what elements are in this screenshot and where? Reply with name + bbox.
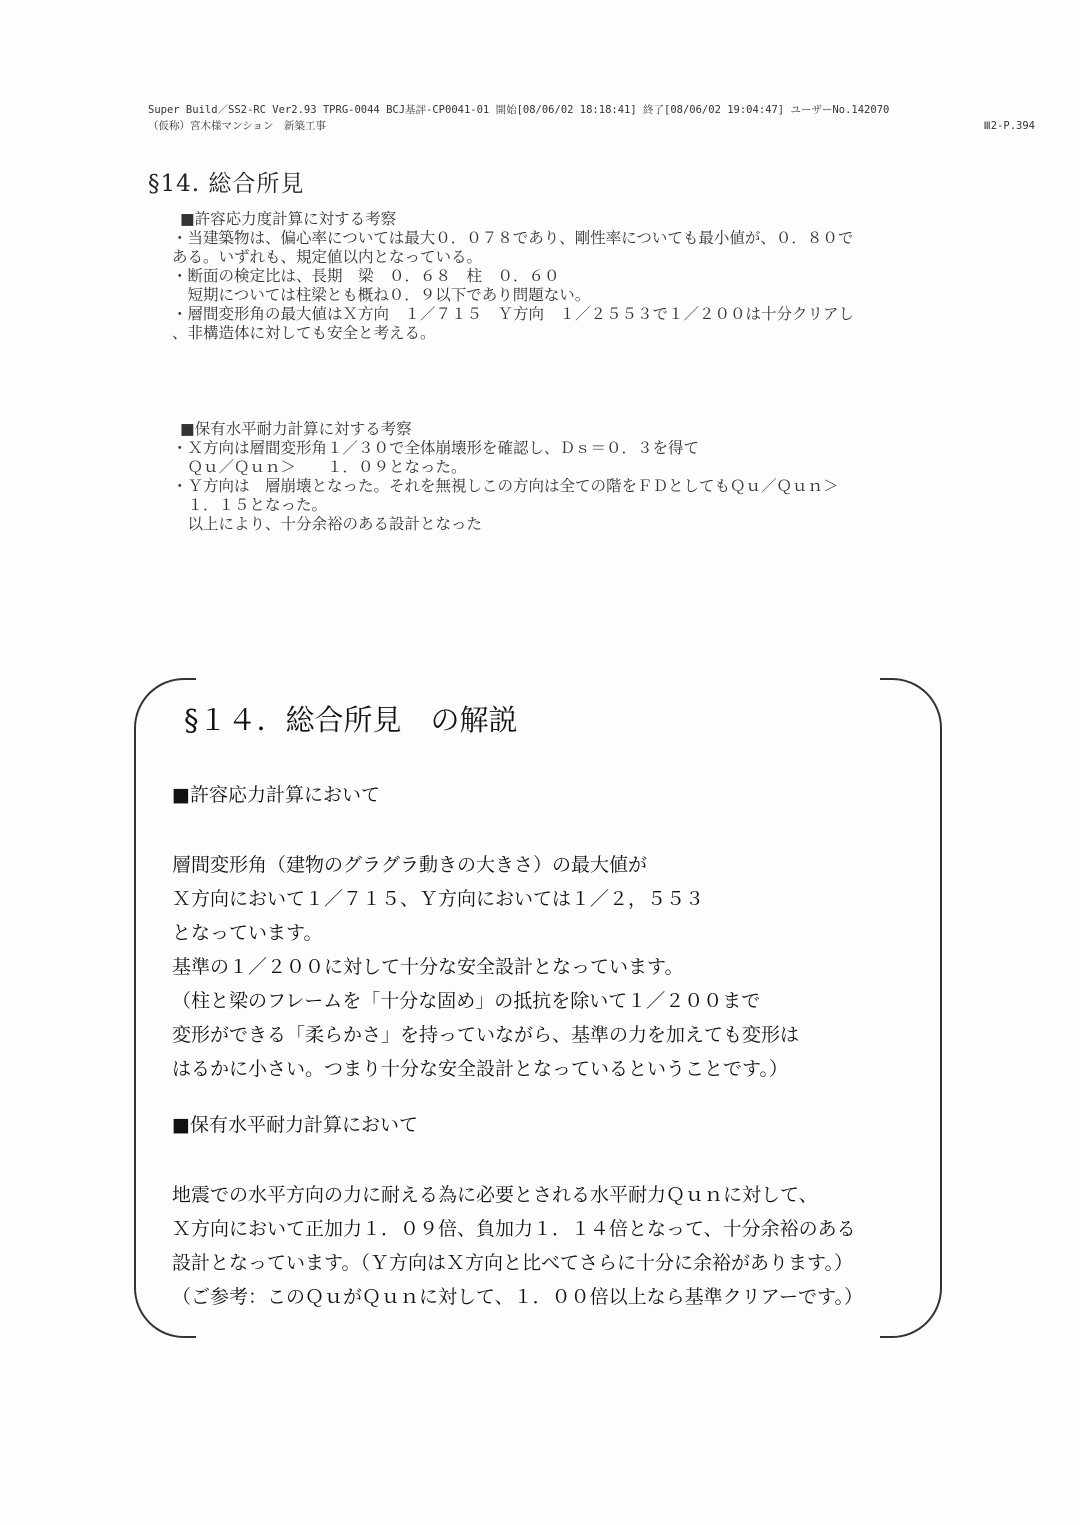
allowable-stress-section [172, 210, 1042, 343]
box-border-left [134, 738, 136, 1278]
allowable-stress-line: ・断面の検定比は、長期 梁 ０．６８ 柱 ０．６０ [172, 267, 560, 285]
horizontal-capacity-line: 以上により、十分余裕のある設計となった [172, 515, 483, 533]
commentary-line: 層間変形角（建物のグラグラ動きの大きさ）の最大値が [172, 854, 648, 876]
allowable-stress-line: 短期については柱梁とも概ね０．９以下であり問題ない。 [172, 286, 591, 304]
commentary-line: となっています。 [172, 922, 323, 944]
commentary-line: Ｘ方向において１／７１５、Ｙ方向においては１／２，５５３ [172, 888, 705, 910]
commentary-heading-text: ■保有水平耐力計算において [172, 1114, 418, 1136]
allowable-stress-line: ある。いずれも、規定値以内となっている。 [172, 248, 483, 266]
horizontal-capacity-line: ・Ｘ方向は層間変形角１／３０で全体崩壊形を確認し、Ｄｓ＝０．３を得て [172, 439, 700, 457]
section-title: §14. 総合所見 [148, 171, 305, 197]
commentary-line: 基準の１／２００に対して十分な安全設計となっています。 [172, 956, 684, 978]
commentary-line: 変形ができる「柔らかさ」を持っていながら、基準の力を加えても変形は [172, 1024, 800, 1046]
software-header-line: Super Build／SS2-RC Ver2.93 TPRG-0044 BCJ基評-CP0041-01 開始[08/06/02 18:18:41] 終了[08/06/02 19:04:47] ユーザーNo.142070 [148, 104, 890, 116]
box-border-right [940, 738, 942, 1278]
horizontal-capacity-line: ・Ｙ方向は 層崩壊となった。それを無視しこの方向は全ての階をＦＤとしてもＱｕ／Ｑｕｎ＞ [172, 477, 839, 495]
horizontal-commentary-heading [172, 1108, 932, 1142]
horizontal-capacity-line: Ｑｕ／Ｑｕｎ＞ １．０９となった。 [172, 458, 467, 476]
allowable-stress-line: ・当建築物は、偏心率については最大０．０７８であり、剛性率についても最小値が、０．８０で [172, 229, 854, 247]
commentary-title: §１４．総合所見 の解説 [184, 703, 518, 737]
horizontal-capacity-line: １．１５となった。 [172, 496, 328, 514]
page-number: Ⅲ2-P.394 [983, 120, 1035, 132]
allowable-stress-line: ・層間変形角の最大値はＸ方向 １／７１５ Ｙ方向 １／２５５３で１／２００は十分クリアし [172, 305, 855, 323]
commentary-line: 設計となっています。（Ｙ方向はＸ方向と比べてさらに十分に余裕があります。） [172, 1252, 853, 1274]
allowable-stress-heading: ■許容応力度計算に対する考察 [180, 210, 397, 228]
commentary-line: （柱と梁のフレームを「十分な固め」の抵抗を除いて１／２００まで [172, 990, 761, 1012]
commentary-line: 地震での水平方向の力に耐える為に必要とされる水平耐力Ｑｕｎに対して、 [172, 1184, 818, 1206]
horizontal-capacity-heading: ■保有水平耐力計算に対する考察 [180, 420, 412, 438]
horizontal-capacity-section [172, 420, 1042, 534]
allowable-commentary-heading [172, 778, 932, 812]
commentary-line: はるかに小さい。つまり十分な安全設計となっているということです。） [172, 1058, 788, 1080]
allowable-stress-line: 、非構造体に対しても安全と考える。 [172, 324, 436, 342]
project-name-line: （仮称）宮木様マンション 新築工事 [148, 120, 327, 132]
commentary-box [134, 678, 942, 1338]
box-corner [880, 678, 942, 740]
commentary-heading-text: ■許容応力計算において [172, 784, 380, 806]
horizontal-commentary-body [172, 1178, 932, 1314]
commentary-line: Ｘ方向において正加力１．０９倍、負加力１．１４倍となって、十分余裕のある [172, 1218, 856, 1240]
commentary-line: （ご参考：このＱｕがＱｕｎに対して、１．００倍以上なら基準クリアーです。） [172, 1286, 864, 1308]
allowable-commentary-body [172, 848, 932, 1086]
